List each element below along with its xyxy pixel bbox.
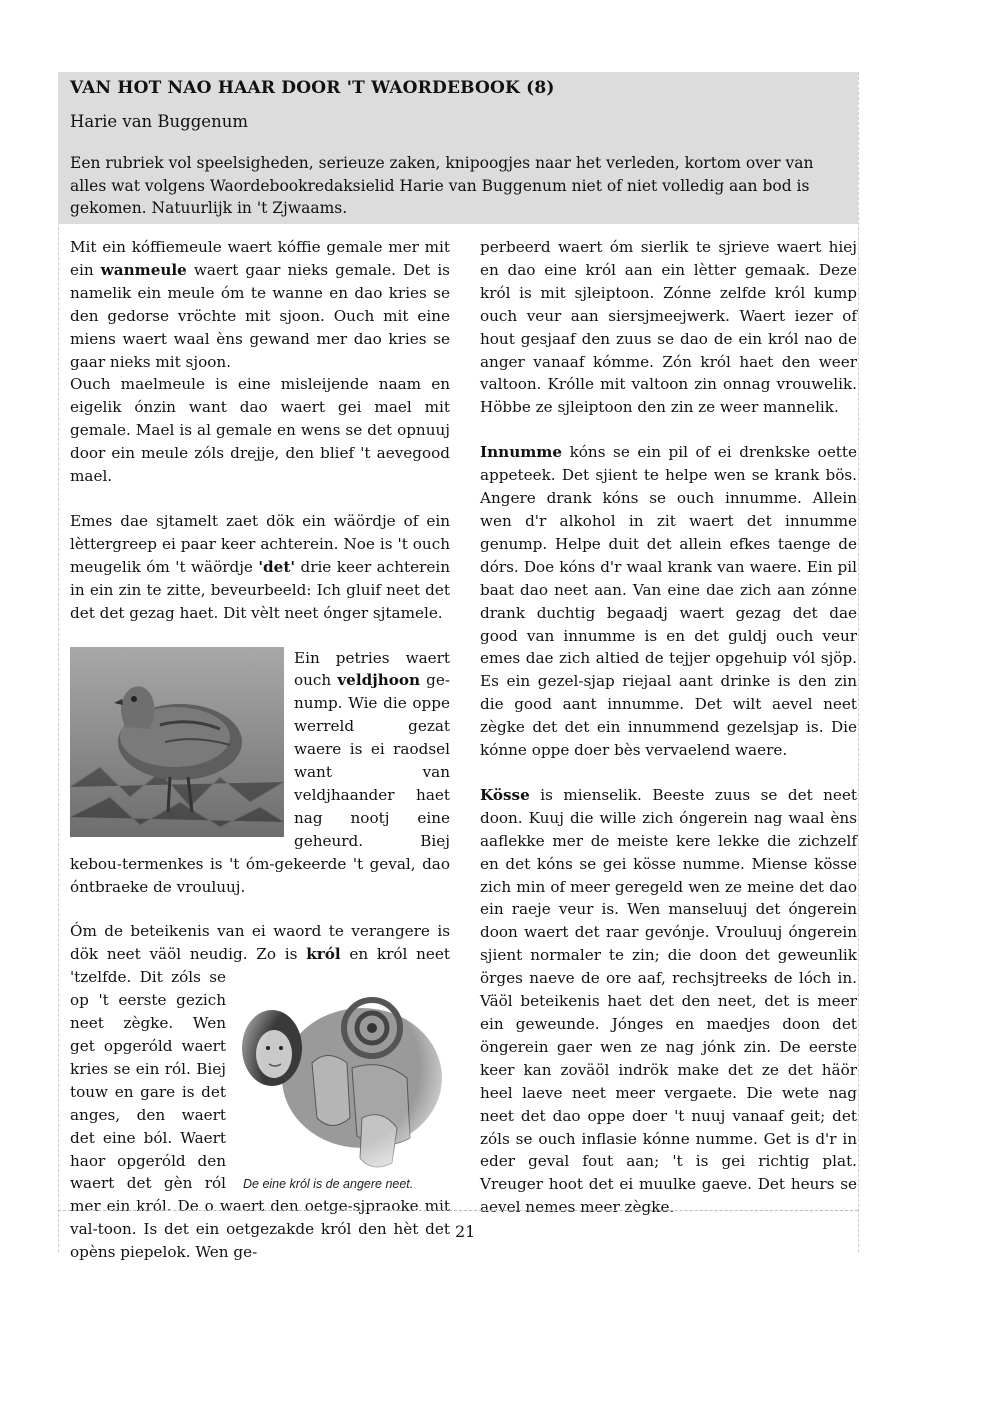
article-title: VAN HOT NAO HAAR DOOR 'T WAORDEBOOK (8) [70,78,555,98]
right-column [480,236,857,1219]
krol-image-slot [232,968,450,1190]
paragraph-innumme: Innumme kóns se ein pil of ei drenkske oette appeteek. Det sjient te helpe wen se krank bös. Angere drank kóns se ouch innumme. Allein wen d'r alkohol in zit waert det innumme genump. Helpe duit det allein efkes taenge de dórs. Doe kóns d'r waal krank van waere. Ein pil baat dao neet aan. Van eine dae zich aan zónne drank duchtig begaadj waert gezag det dae good van innumme is en det guldj ouch veur emes dae zich altied de tejjer opgehuip vól sjöp. Es ein gezel-sjap riejaal aant drinke is den zin die good aant innumme. Det wilt aevel neet zègke det det ein innummend gezelsjap is. Die kónne oppe doer bès vervaelend waere. [480,443,857,760]
paragraph-sjtamele: Emes dae sjtamelt zaet dök ein wäördje of ein lèttergreep ei paar keer achterein. Noe is 't ouch meugelik óm 't wäördje 'det' drie keer achterein in ein zin te zitte, beveurbeeld: Ich gluif neet det det det gezag haet. Dit vèlt neet ónger sjtamele. [70,511,450,622]
paragraph-wanmeule: Mit ein kóffiemeule waert kóffie gemale mer mit ein wanmeule waert gaar nieks gemale. Det is namelik ein meule óm te wanne en dao kries se den gedorse vröchte mit sjoon. Ouch mit eine miens waert waal èns gewand mer dao kries se gaar nieks mit sjoon. [70,238,450,371]
page-number: 21 [455,1222,476,1241]
image-caption: De eine król is de angere neet. [243,1177,414,1191]
paragraph-maelmeule: Ouch maelmeule is eine misleijende naam en eigelik ónzin want dao waert gei mael mit gemale. Mael is al gemale en wens se det opnuuj door ein meule zóls drejje, den blief 't aevegood mael. [70,375,450,486]
page-border-right [858,72,859,1252]
paragraph-kosse: Kösse is mienselik. Beeste zuus se det neet doon. Kuuj die wille zich óngerein nag waal èns aaflekke mer de meiste kere lekke die zichzelf en det kóns se gei kösse numme. Miense kösse zich min of meer geregeld wen ze meine det dao ein raeje veur is. Wen manseluuj det óngerein doon waert det raar gevónje. Vrouluuj óngerein sjient normaler te zin; die doon det geweunlik örges naeve de ore aaf, rechsjtreeks de lóch in. Väöl beteikenis haet det den neet, det is meer ein geweunde. Jónges en maedjes doon det öngerein gaer wen ze nag jónk zin. De eerste keer kan zoväöl indrök make det ze det häör heel laeve neet meer vergaete. Die wete nag neet det dao oppe doer 't nuuj vanaaf geit; det zóls se ouch inflasie kónne numme. Get is d'r in eder geval fout aan; 't is gei richtig plat. Vreuger hoot det ei muulke gaeve. Det heurs se aevel nemes meer zègke. [480,785,857,1217]
footer-rule [58,1210,858,1211]
page-border-left [58,72,59,1252]
paragraph-veldjhoon: Ein petries waert ouch veldjhoon ge-nump. Wie die oppe werreld gezat waere is ei raodsel want van veldjhaander haet nag nootj eine geheurd. Biej kebou-termenkes is 't óm-gekeerde 't geval, dao óntbraeke de vrouluuj. [70,648,450,896]
krol-collage-image [232,968,450,1190]
paragraph-sierlik: perbeerd waert óm sierlik te sjrieve waert hiej en dao eine król aan ein lètter gemaak. Deze król is mit sjleiptoon. Zónne zelfde król kump ouch veur aan siersjmeejwerk. Waert iezer of hout gesjaaf den zuus se dao de ein król nao de anger vanaaf kómme. Zón król haet den weer valtoon. Królle mit valtoon zin onnag vrouwelik. Höbbe ze sjleiptoon den zin ze weer mannelik. [480,238,857,417]
partridge-photo [70,647,284,837]
left-column [70,236,450,1264]
article-author: Harie van Buggenum [70,112,248,131]
paragraph-krol: Óm de beteikenis van ei waord te verangere is dök neet väöl neudig. Zo is król en król neet 'tzelfde. Dit zóls se op 't eerste gezich neet zègke. Wen get opgeróld waert kries se ein ról. Biej touw en gare is det anges, den waert det eine ból. Waert haor opgeróld den waert det gèn ról mer ein król. De o waert den oetge-sjpraoke mit val-toon. Is det ein oetgezakde król den hèt det opèns piepelok. Wen ge- [70,922,451,1262]
article-intro: Een rubriek vol speelsigheden, serieuze zaken, knipoogjes naar het verleden, kortom over van alles wat volgens Waordebookredaksielid Harie van Buggenum niet of niet volledig aan bod is gekomen. Natuurlijk in 't Zjwaams. [70,154,814,217]
